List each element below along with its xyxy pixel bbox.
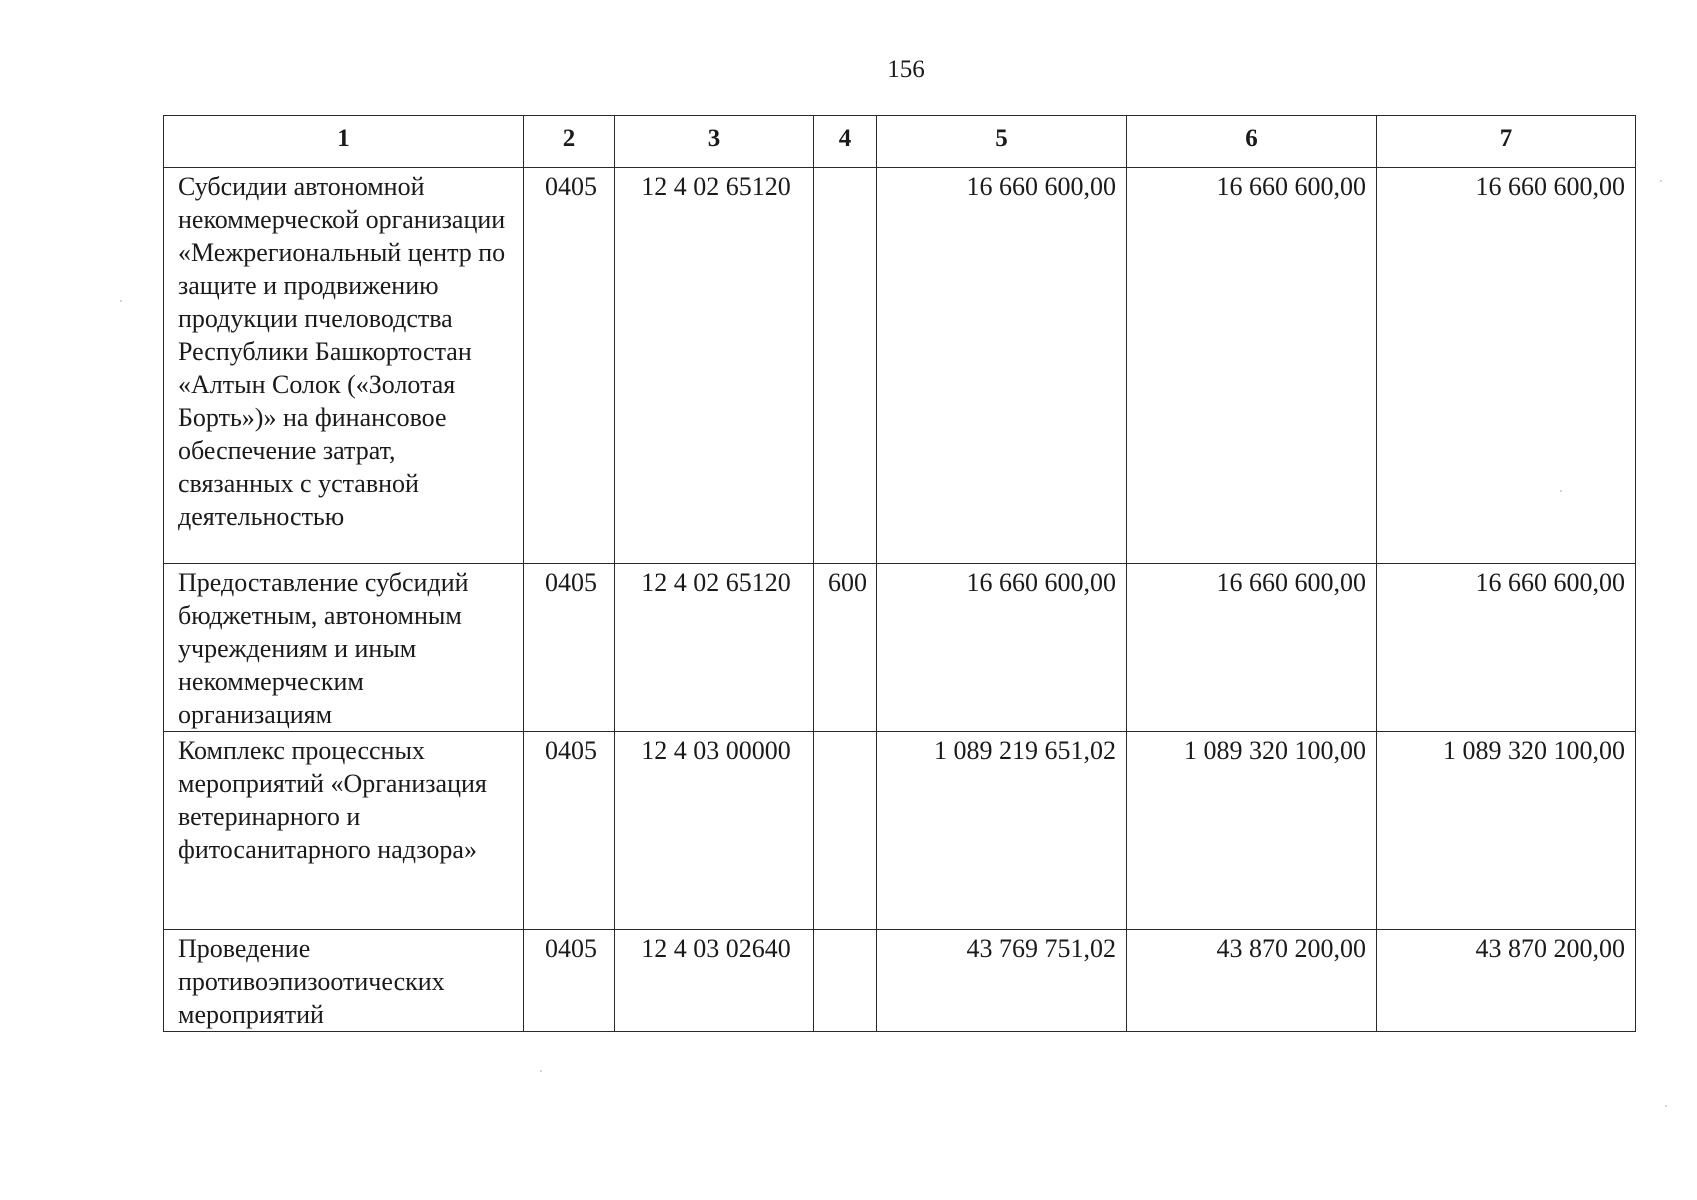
- amount-year1-cell: 16 660 600,00: [877, 168, 1127, 564]
- amount-year3-cell: 16 660 600,00: [1377, 564, 1636, 732]
- budget-table: [163, 115, 1636, 1032]
- row-name-cell: Проведение противоэпизоотических мероприятий: [164, 930, 524, 1032]
- table-header-row: [164, 116, 1636, 168]
- column-header: 2: [524, 116, 615, 168]
- amount-year2-cell: 16 660 600,00: [1127, 564, 1377, 732]
- target-article-cell: 12 4 02 65120: [615, 168, 814, 564]
- expense-kind-cell: 600: [814, 564, 877, 732]
- section-code-cell: 0405: [524, 564, 615, 732]
- expense-kind-cell: [814, 168, 877, 564]
- row-name-cell: Комплекс процессных мероприятий «Организация ветеринарного и фитосанитарного надзора»: [164, 732, 524, 930]
- amount-year3-cell: 43 870 200,00: [1377, 930, 1636, 1032]
- amount-year3-cell: 16 660 600,00: [1377, 168, 1636, 564]
- amount-year1-cell: 1 089 219 651,02: [877, 732, 1127, 930]
- table-row: [164, 732, 1636, 930]
- row-name-cell: Субсидии автономной некоммерческой организации «Межрегиональный центр по защите и продвижению продукции пчеловодства Республики Башкортостан «Алтын Солок («Золотая Борть»)» на финансовое обеспечение затрат, связанных с уставной деятельностью: [164, 168, 524, 564]
- expense-kind-cell: [814, 732, 877, 930]
- scan-speck: [1660, 180, 1662, 182]
- target-article-cell: 12 4 03 02640: [615, 930, 814, 1032]
- row-name-cell: Предоставление субсидий бюджетным, автономным учреждениям и иным некоммерческим организациям: [164, 564, 524, 732]
- scan-speck: [540, 1070, 542, 1072]
- column-header: 3: [615, 116, 814, 168]
- page-number: 156: [887, 56, 925, 83]
- amount-year2-cell: 1 089 320 100,00: [1127, 732, 1377, 930]
- column-header: 7: [1377, 116, 1636, 168]
- column-header: 5: [877, 116, 1127, 168]
- amount-year3-cell: 1 089 320 100,00: [1377, 732, 1636, 930]
- target-article-cell: 12 4 03 00000: [615, 732, 814, 930]
- amount-year2-cell: 43 870 200,00: [1127, 930, 1377, 1032]
- column-header: 1: [164, 116, 524, 168]
- column-header: 4: [814, 116, 877, 168]
- table-row: [164, 168, 1636, 564]
- scan-speck: [1560, 490, 1562, 492]
- amount-year2-cell: 16 660 600,00: [1127, 168, 1377, 564]
- scan-speck: [120, 300, 122, 302]
- section-code-cell: 0405: [524, 168, 615, 564]
- amount-year1-cell: 43 769 751,02: [877, 930, 1127, 1032]
- amount-year1-cell: 16 660 600,00: [877, 564, 1127, 732]
- target-article-cell: 12 4 02 65120: [615, 564, 814, 732]
- expense-kind-cell: [814, 930, 877, 1032]
- table-row: [164, 930, 1636, 1032]
- section-code-cell: 0405: [524, 930, 615, 1032]
- section-code-cell: 0405: [524, 732, 615, 930]
- scan-speck: [1665, 1105, 1667, 1107]
- column-header: 6: [1127, 116, 1377, 168]
- table-row: [164, 564, 1636, 732]
